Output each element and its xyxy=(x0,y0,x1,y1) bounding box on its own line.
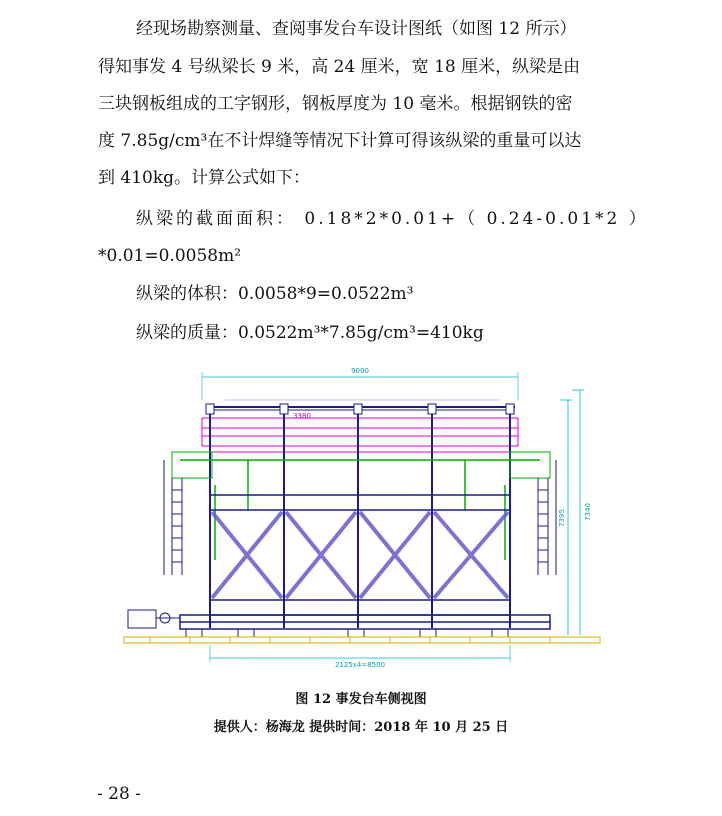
dim-8500-label: 2125x4=8500 xyxy=(334,661,386,669)
paragraph-line: 三块钢板组成的工字钢形，钢板厚度为 10 毫米。根据钢铁的密 xyxy=(98,94,573,114)
formula-line: 纵梁的质量：0.0522m³*7.85g/cm³=410kg xyxy=(136,323,484,343)
dim-9000-label: 9000 xyxy=(351,367,369,375)
page-number: - 28 - xyxy=(97,784,141,804)
trolley-side-view-drawing xyxy=(120,360,605,678)
right-stair xyxy=(538,460,556,575)
wheels xyxy=(186,629,508,637)
dim-7340-label: 7340 xyxy=(584,503,592,521)
paragraph-line: 到 410kg。计算公式如下： xyxy=(98,168,311,188)
bottom-dimension xyxy=(210,645,510,669)
dim-7395-label: 7395 xyxy=(558,509,566,527)
formula-line: 纵梁的截面面积： 0.18*2*0.01+（ 0.24-0.01*2 ） xyxy=(136,209,649,229)
paragraph-line: 得知事发 4 号纵梁长 9 米，高 24 厘米，宽 18 厘米，纵梁是由 xyxy=(98,57,581,77)
dim-3380-label: 3380 xyxy=(293,412,311,420)
upper-platform xyxy=(202,418,518,452)
green-side-frames xyxy=(172,452,550,478)
rail xyxy=(124,637,600,643)
figure-provider: 提供人：杨海龙 提供时间：2018 年 10 月 25 日 xyxy=(213,720,509,735)
x-bracing xyxy=(212,512,508,598)
drive-motor xyxy=(128,610,180,628)
column-caps xyxy=(206,404,514,414)
base-chassis xyxy=(180,615,550,629)
left-stair xyxy=(164,460,182,575)
paragraph-line: 经现场勘察测量、查阅事发台车设计图纸（如图 12 所示） xyxy=(136,19,577,39)
formula-line: *0.01=0.0058m² xyxy=(98,246,242,266)
paragraph-line: 度 7.85g/cm³在不计焊缝等情况下计算可得该纵梁的重量可以达 xyxy=(98,131,582,151)
figure-caption: 图 12 事发台车侧视图 xyxy=(295,692,427,707)
top-dimension xyxy=(202,367,518,400)
formula-line: 纵梁的体积：0.0058*9=0.0522m³ xyxy=(136,284,414,304)
